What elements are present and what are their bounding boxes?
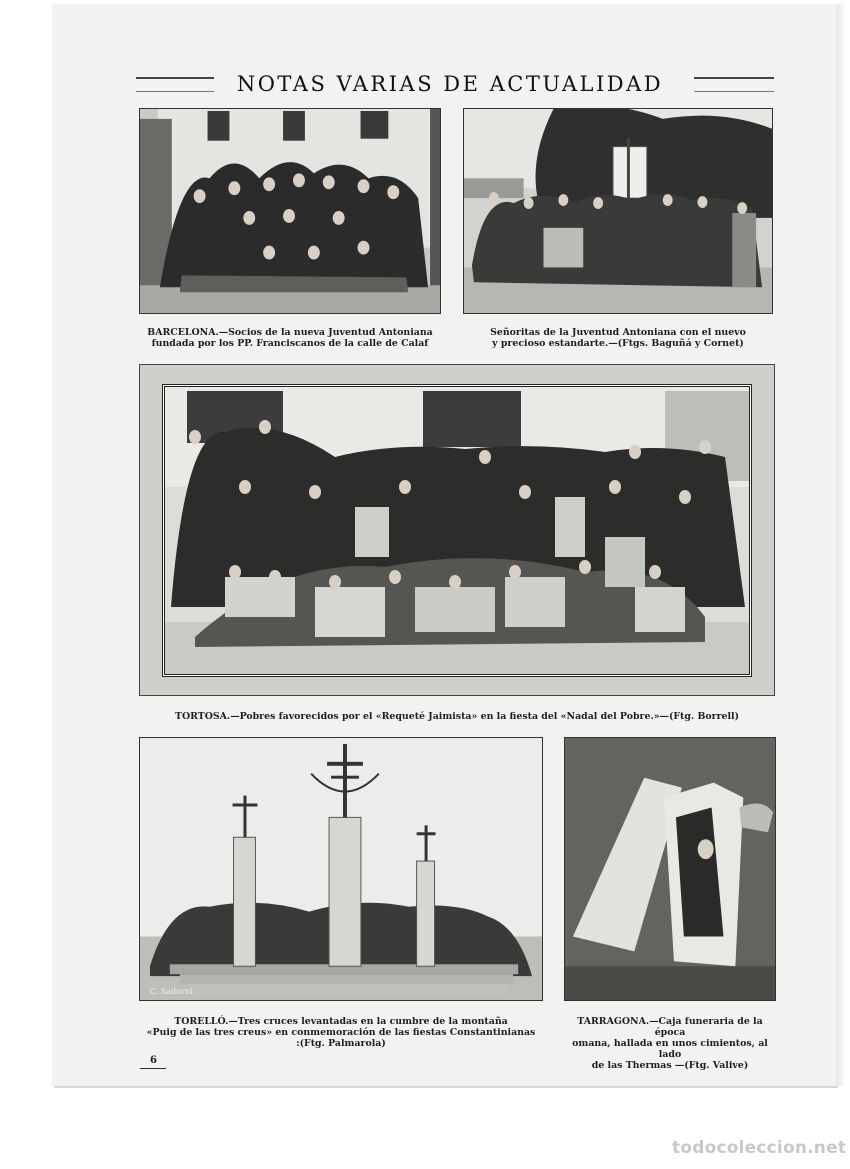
caption-tortosa — [139, 711, 775, 722]
photo-tortosa — [162, 384, 752, 677]
caption-torello-line3: :(Ftg. Palmarola) — [296, 1038, 386, 1049]
caption-senoritas-line2: y precioso estandarte.—(Ftgs. Baguñá y Cornet) — [492, 338, 744, 349]
photo-signature: C. Sadurní — [149, 987, 193, 997]
caption-tarragona-line3: de las Thermas —(Ftg. Valive) — [591, 1060, 749, 1071]
caption-barcelona-line2: fundada por los PP. Franciscanos de la calle de Calaf — [151, 338, 429, 349]
caption-torello-line2: «Puig de las tres creus» en conmemoración de las fiestas Constantinianas — [146, 1027, 536, 1038]
watermark-logo: todocoleccion.net — [672, 1138, 847, 1158]
page-title: NOTAS VARIAS DE ACTUALIDAD — [236, 72, 664, 96]
caption-tarragona-line2: omana, hallada en unos cimientos, al lado — [572, 1038, 768, 1060]
page-number: 6 — [150, 1055, 157, 1066]
header-rule-left-bottom — [136, 91, 214, 92]
photo-torello — [139, 737, 543, 1001]
caption-tarragona-line1: TARRAGONA.—Caja funeraria de la época — [577, 1016, 763, 1038]
header-rule-right-bottom — [694, 91, 774, 92]
caption-torello-line1: TORELLÓ.—Tres cruces levantadas en la cumbre de la montaña — [174, 1016, 508, 1027]
caption-senoritas — [463, 327, 773, 349]
header-rule-left-top — [136, 77, 214, 79]
caption-barcelona-line1: BARCELONA.—Socios de la nueva Juventud Antoniana — [147, 327, 433, 338]
photo-senoritas — [463, 108, 773, 314]
page-edge — [836, 4, 844, 1086]
photo-tarragona — [564, 737, 776, 1001]
caption-torello — [139, 1016, 543, 1049]
caption-tortosa-line1: TORTOSA.—Pobres favorecidos por el «Requeté Jaimista» en la fiesta del «Nadal del Pobre.»—(Ftg. Borrell) — [174, 711, 740, 722]
caption-senoritas-line1: Señoritas de la Juventud Antoniana con el nuevo — [490, 327, 746, 338]
photo-barcelona — [139, 108, 441, 314]
caption-tarragona — [564, 1016, 776, 1071]
page-number-rule — [140, 1068, 166, 1069]
header-rule-right-top — [694, 77, 774, 79]
caption-barcelona — [139, 327, 441, 349]
